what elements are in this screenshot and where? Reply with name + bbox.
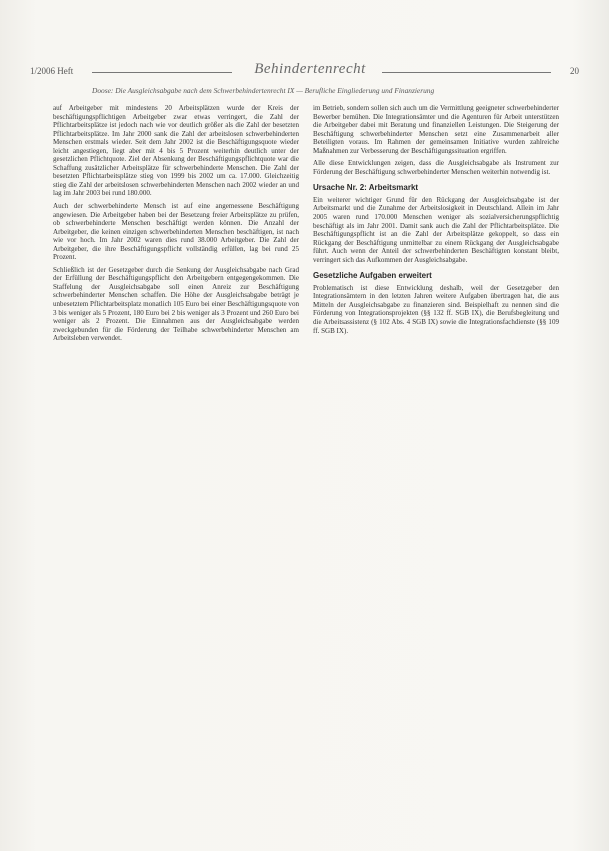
page-number: 20 <box>570 66 579 76</box>
section-heading: Gesetzliche Aufgaben erweitert <box>313 271 432 281</box>
running-header <box>30 62 579 80</box>
article-subheader: Doose: Die Ausgleichsabgabe nach dem Schwerbehindertenrecht IX — Berufliche Eingliederung und Finanzierung <box>92 86 435 95</box>
right-column <box>313 104 559 339</box>
paragraph: auf Arbeitgeber mit mindestens 20 Arbeitsplätzen wurde der Kreis der beschäftigungspflichtigen Arbeitgeber zwar etwas verringert, die Zahl der Pflichtarbeitsplätze ist jedoch nach wie vor deutlich größer als die Zahl der besetzten Pflichtarbeitsplätze. Im Jahr 2000 sank die Zahl der arbeitslosen schwerbehinderten Menschen erstmals wieder. Seit dem Jahr 2002 ist die Beschäftigungsquote wieder leicht angestiegen, liegt aber mit 4 bis 5 Prozent weiterhin deutlich unter der gesetzlichen Pflichtquote. Ziel der Absenkung der Beschäftigungspflichtquote war die Schaffung zusätzlicher Arbeitsplätze für schwerbehinderte Menschen. Die Zahl der besetzten Pflichtarbeitsplätze stieg von 1999 bis 2002 um ca. 17.000. Gleichzeitig stieg die Zahl der arbeitslosen schwerbehinderten Menschen nach 2002 wieder an und lag im Jahr 2003 bei rund 180.000. <box>53 104 299 198</box>
paragraph: Ein weiterer wichtiger Grund für den Rückgang der Ausgleichsabgabe ist der Arbeitsmarkt und die Zunahme der Arbeitslosigkeit in Deutschland. Allein im Jahr 2005 waren rund 170.000 Menschen weniger als sozialversicherungspflichtig beschäftigt als im Jahr 2001. Damit sank auch die Zahl der Pflichtarbeitsplätze. Die Beschäftigungspflicht ist an die Zahl der Arbeitsplätze gekoppelt, so dass ein Rückgang der Beschäftigung unmittelbar zu einem Rückgang der Ausgleichsabgabe führt. Auch wenn der Anteil der schwerbehinderten Beschäftigten konstant bleibt, verringert sich das Aufkommen der Ausgleichsabgabe. <box>313 195 559 264</box>
paragraph: Alle diese Entwicklungen zeigen, dass die Ausgleichsabgabe als Instrument zur Förderung der Beschäftigung schwerbehinderter Menschen weiterhin notwendig ist. <box>313 159 559 176</box>
paragraph: Schließlich ist der Gesetzgeber durch die Senkung der Ausgleichsabgabe nach Grad der Erfüllung der Beschäftigungspflicht den Arbeitgebern entgegengekommen. Die Staffelung der Ausgleichsabgabe soll einen Anreiz zur Beschäftigung schwerbehinderter Menschen schaffen. Die Höhe der Ausgleichsabgabe beträgt je unbesetztem Pflichtarbeitsplatz monatlich 105 Euro bei einer Beschäftigungsquote von 3 bis weniger als 5 Prozent, 180 Euro bei 2 bis weniger als 3 Prozent und 260 Euro bei weniger als 2 Prozent. Die Einnahmen aus der Ausgleichsabgabe werden zweckgebunden für die Förderung der Teilhabe schwerbehinderter Menschen am Arbeitsleben verwendet. <box>53 265 299 343</box>
header-rule-left <box>92 72 232 73</box>
left-column <box>53 104 299 347</box>
header-rule-right <box>382 72 551 73</box>
section-heading: Ursache Nr. 2: Arbeitsmarkt <box>313 183 419 193</box>
paragraph: Auch der schwerbehinderte Mensch ist auf eine angemessene Beschäftigung angewiesen. Die Arbeitgeber haben bei der Besetzung freier Arbeitsplätze zu prüfen, ob schwerbehinderte Menschen beschäftigt werden können. Die Anzahl der Arbeitgeber, die keinen einzigen schwerbehinderten Menschen beschäftigen, ist nach wie vor hoch. Im Jahr 2002 waren dies rund 38.000 Arbeitgeber. Die Zahl der Arbeitgeber, die ihre Beschäftigungspflicht vollständig erfüllen, lag bei rund 25 Prozent. <box>53 202 299 262</box>
paragraph: im Betrieb, sondern sollen sich auch um die Vermittlung geeigneter schwerbehinderter Bewerber bemühen. Die Integrationsämter und die Agenturen für Arbeit unterstützen die Arbeitgeber dabei mit Beratung und finanziellen Leistungen. Die Steigerung der Beschäftigung schwerbehinderter Menschen setzt eine Zusammenarbeit aller Beteiligten voraus. Im Rahmen der gemeinsamen Initiative wurden zahlreiche Maßnahmen zur Verbesserung der Beschäftigungssituation ergriffen. <box>313 104 559 155</box>
issue-label: 1/2006 Heft <box>30 66 74 76</box>
journal-title: Behindertenrecht <box>254 61 366 77</box>
paragraph: Problematisch ist diese Entwicklung deshalb, weil der Gesetzgeber den Integrationsämtern in den letzten Jahren weitere Aufgaben übertragen hat, die aus Mitteln der Ausgleichsabgabe zu finanzieren sind. Beispielhaft zu nennen sind die Förderung von Integrationsprojekten (§§ 132 ff. SGB IX), die Berufsbegleitung und die Arbeitsassistenz (§ 102 Abs. 4 SGB IX) sowie die Integrationsfachdienste (§§ 109 ff. SGB IX). <box>313 283 559 335</box>
